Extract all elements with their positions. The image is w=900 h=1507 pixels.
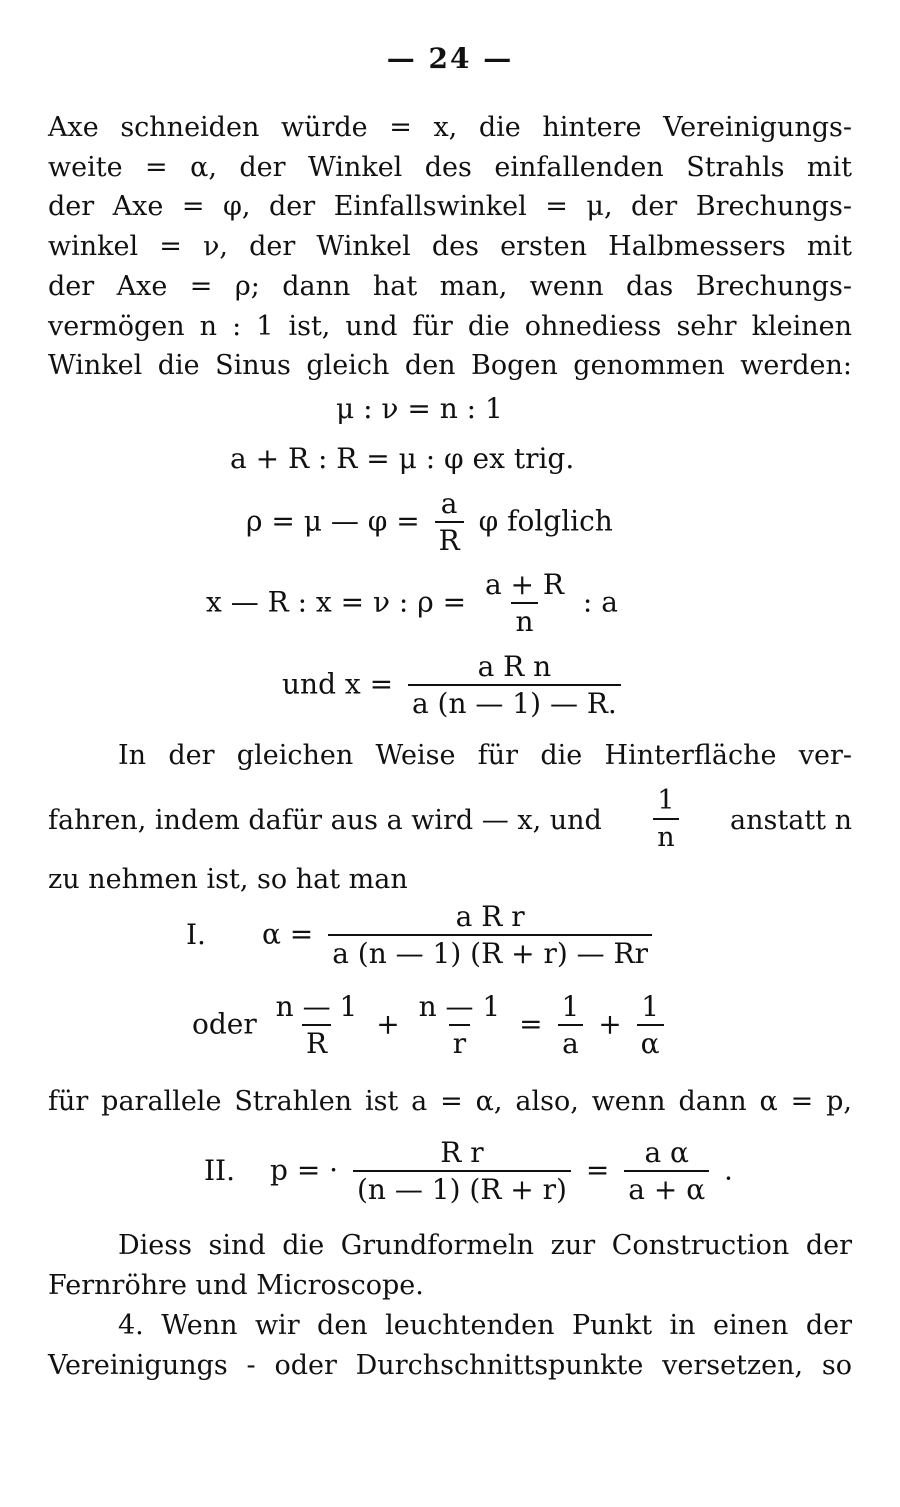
fraction-numerator: a + R <box>484 568 564 601</box>
formula-label-I: I. <box>186 918 206 951</box>
text-line: Diess sind die Grundformeln zur Construction der <box>118 1230 852 1261</box>
paragraph-rear-surface-end <box>48 860 852 900</box>
fraction-numerator: 1 <box>657 785 675 816</box>
fraction-a-alpha <box>624 1136 709 1208</box>
fraction-denominator: R <box>435 521 464 559</box>
period: . <box>724 1153 733 1187</box>
paragraph-definitions <box>48 108 852 386</box>
fraction-denominator: r <box>449 1024 470 1062</box>
fraction-a-over-R <box>435 487 464 559</box>
fraction-numerator: a R r <box>455 900 525 933</box>
fraction-one-over-a <box>558 990 584 1062</box>
fraction-a-plus-R-over-n <box>481 568 568 640</box>
equals-sign: = <box>585 1153 610 1187</box>
equation-rho-left: ρ = μ — φ = <box>246 504 420 538</box>
paragraph-basic-formulas <box>48 1226 852 1305</box>
equals-sign: = <box>519 1007 543 1041</box>
paragraph-rear-surface <box>48 736 852 776</box>
fraction-denominator: n <box>511 602 537 640</box>
text-segment: fahren, indem dafür aus a wird — x, und <box>48 804 602 836</box>
fraction-numerator: a α <box>644 1136 689 1169</box>
text-line: winkel = ν, der Winkel des ersten Halbmessers mit <box>48 231 852 263</box>
fraction-numerator: n — 1 <box>418 990 501 1023</box>
oder-word: oder <box>192 1007 257 1041</box>
text-line: Axe schneiden würde = x, die hintere Vereinigungs- <box>48 112 852 143</box>
fraction-formula-I <box>328 900 652 972</box>
fraction-denominator: a (n — 1) — R. <box>408 684 621 722</box>
fraction-denominator: (n — 1) (R + r) <box>353 1170 571 1208</box>
text-line: Fernröhre und Microscope. <box>48 1269 424 1301</box>
formula-oder <box>192 990 670 1062</box>
fraction-denominator: a <box>558 1024 583 1062</box>
fraction-n-minus-1-over-R <box>272 990 362 1062</box>
plus-sign: + <box>376 1007 400 1041</box>
fraction-numerator: a R n <box>477 650 552 683</box>
fraction-n-minus-1-over-r <box>415 990 505 1062</box>
text-line: der Axe = φ, der Einfallswinkel = μ, der Brechungs- <box>48 191 852 223</box>
text-line: vermögen n : 1 ist, und für die ohnediess sehr kleinen <box>48 310 852 342</box>
plus-sign: + <box>598 1007 622 1041</box>
text-line: zu nehmen ist, so hat man <box>48 864 408 895</box>
text-line: für parallele Strahlen ist a = α, also, wenn dann α = p, <box>48 1086 852 1117</box>
equation-x-result <box>282 650 627 722</box>
fraction-denominator: n <box>653 818 678 856</box>
paragraph-section-4 <box>48 1306 852 1385</box>
fraction-numerator: 1 <box>641 990 660 1023</box>
fraction-denominator: α <box>637 1024 664 1062</box>
text-line: 4. Wenn wir den leuchtenden Punkt in einen der <box>118 1310 852 1341</box>
fraction-numerator: R r <box>440 1136 484 1169</box>
fraction-one-over-n <box>653 784 678 856</box>
equation-rho <box>246 487 613 559</box>
text-line-with-fraction <box>48 784 852 856</box>
fraction-one-over-alpha <box>637 990 664 1062</box>
fraction-denominator: a + α <box>624 1170 709 1208</box>
equation-x-minus-R <box>206 568 618 640</box>
fraction-denominator: a (n — 1) (R + r) — Rr <box>328 934 652 972</box>
fraction-aRn <box>408 650 621 722</box>
equation-x-result-left: und x = <box>282 667 394 701</box>
fraction-numerator: a <box>440 487 458 520</box>
formula-I <box>262 900 658 972</box>
equation-x-minus-R-left: x — R : x = ν : ρ = <box>206 585 467 619</box>
text-segment: anstatt n <box>730 804 852 836</box>
page-number: — 24 — <box>386 42 514 75</box>
formula-II <box>270 1136 733 1208</box>
equation-rho-right: φ folglich <box>478 504 613 538</box>
equation-ex-trig: a + R : R = μ : φ ex trig. <box>230 442 575 475</box>
formula-label-II: II. <box>204 1154 236 1187</box>
fraction-denominator: R <box>302 1024 331 1062</box>
text-line: Vereinigungs - oder Durchschnittspunkte versetzen, so <box>48 1349 852 1381</box>
text-line: der Axe = ρ; dann hat man, wenn das Brechungs- <box>48 270 852 302</box>
formula-II-left: p = · <box>270 1153 339 1187</box>
fraction-numerator: n — 1 <box>275 990 358 1023</box>
fraction-numerator: 1 <box>561 990 580 1023</box>
text-line: Winkel die Sinus gleich den Bogen genommen werden: <box>48 350 852 382</box>
equation-x-minus-R-right: : a <box>582 585 618 619</box>
text-line: In der gleichen Weise für die Hinterfläche ver- <box>118 740 852 771</box>
formula-I-left: α = <box>262 917 314 951</box>
paragraph-parallel-rays <box>48 1082 852 1122</box>
fraction-Rr <box>353 1136 571 1208</box>
text-line: weite = α, der Winkel des einfallenden Strahls mit <box>48 151 852 183</box>
equation-mu-nu: μ : ν = n : 1 <box>336 392 503 425</box>
